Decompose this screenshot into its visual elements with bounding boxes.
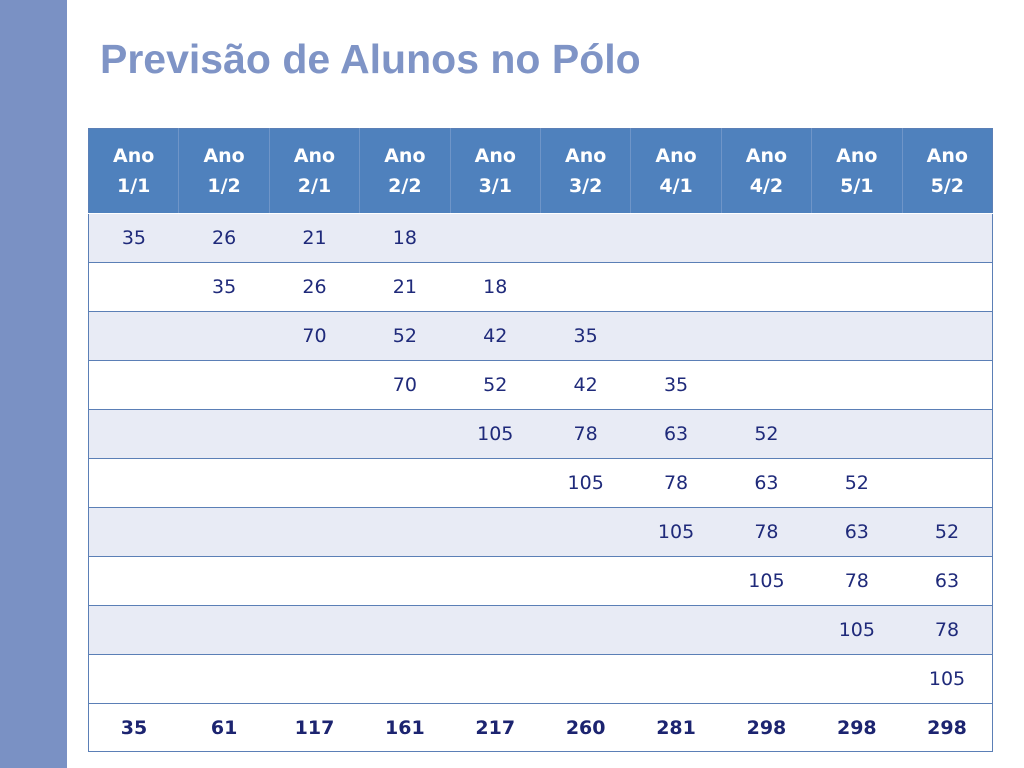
table-row	[89, 459, 993, 508]
column-header-period: 3/1	[478, 175, 512, 197]
table-cell	[450, 606, 540, 655]
totals-row	[89, 704, 993, 752]
column-header-label: Ano	[384, 145, 426, 167]
table-cell	[450, 557, 540, 606]
table-cell	[631, 214, 721, 263]
table-cell: 35	[631, 361, 721, 410]
table-row	[89, 508, 993, 557]
table-row	[89, 361, 993, 410]
total-cell: 217	[450, 704, 540, 752]
table-cell: 70	[360, 361, 450, 410]
total-cell: 260	[540, 704, 630, 752]
table-cell: 78	[540, 410, 630, 459]
table-cell	[360, 557, 450, 606]
column-header	[89, 129, 179, 214]
table-cell	[631, 263, 721, 312]
table-cell: 52	[812, 459, 902, 508]
column-header-label: Ano	[565, 145, 607, 167]
table-cell: 78	[631, 459, 721, 508]
table-cell	[360, 655, 450, 704]
table-cell	[540, 263, 630, 312]
table-cell	[179, 508, 269, 557]
column-header-label: Ano	[836, 145, 878, 167]
column-header-period: 2/1	[297, 175, 332, 197]
table-cell: 70	[269, 312, 359, 361]
table-cell: 105	[812, 606, 902, 655]
table-cell: 52	[360, 312, 450, 361]
column-header	[902, 129, 992, 214]
column-header-label: Ano	[293, 145, 336, 167]
table-cell	[269, 361, 359, 410]
table-cell: 63	[721, 459, 811, 508]
table-cell: 52	[902, 508, 992, 557]
column-header-label: Ano	[745, 145, 788, 167]
table-cell	[179, 459, 269, 508]
table-cell: 105	[902, 655, 992, 704]
column-header-period: 5/2	[930, 175, 964, 197]
table-cell: 18	[360, 214, 450, 263]
table-cell	[721, 361, 811, 410]
table-cell: 78	[902, 606, 992, 655]
column-header-period: 2/2	[388, 175, 422, 197]
total-cell: 298	[902, 704, 992, 752]
table-cell	[450, 508, 540, 557]
table-cell	[89, 655, 179, 704]
table-cell	[631, 655, 721, 704]
column-header-period: 1/2	[207, 175, 241, 197]
table-cell	[269, 508, 359, 557]
table-cell	[721, 655, 811, 704]
column-header	[812, 129, 902, 214]
total-cell: 281	[631, 704, 721, 752]
table-cell	[179, 361, 269, 410]
column-header-period: 1/1	[117, 175, 151, 197]
table-cell	[631, 557, 721, 606]
table-cell	[360, 606, 450, 655]
table-cell	[631, 312, 721, 361]
column-header-label: Ano	[203, 145, 245, 167]
table-cell: 42	[540, 361, 630, 410]
forecast-table	[88, 128, 993, 752]
table-cell: 21	[269, 214, 359, 263]
table-cell	[269, 606, 359, 655]
table-row	[89, 312, 993, 361]
table-cell	[812, 312, 902, 361]
column-header	[179, 129, 269, 214]
table-cell	[360, 459, 450, 508]
table-cell: 26	[269, 263, 359, 312]
slide-title: Previsão de Alunos no Pólo	[100, 36, 641, 82]
table-cell	[902, 312, 992, 361]
table-cell	[269, 557, 359, 606]
table-cell	[89, 312, 179, 361]
table-cell	[269, 410, 359, 459]
table-cell	[540, 606, 630, 655]
table-cell: 35	[540, 312, 630, 361]
table-cell	[269, 655, 359, 704]
table-cell	[902, 214, 992, 263]
table-cell	[902, 459, 992, 508]
table-cell	[89, 606, 179, 655]
table-cell	[631, 606, 721, 655]
table-cell	[540, 655, 630, 704]
table-cell	[902, 410, 992, 459]
table-row	[89, 655, 993, 704]
table-cell: 35	[179, 263, 269, 312]
table-cell	[721, 606, 811, 655]
header-row	[89, 129, 993, 214]
table-cell	[540, 508, 630, 557]
table-cell	[179, 606, 269, 655]
table-row	[89, 557, 993, 606]
column-header-label: Ano	[474, 145, 516, 167]
side-accent-bar	[0, 0, 67, 768]
column-header	[269, 129, 359, 214]
table-cell	[812, 214, 902, 263]
table-cell: 63	[812, 508, 902, 557]
column-header-period: 4/2	[749, 175, 784, 197]
forecast-table-container	[88, 128, 993, 752]
table-row	[89, 214, 993, 263]
total-cell: 298	[812, 704, 902, 752]
total-cell: 117	[269, 704, 359, 752]
column-header-period: 5/1	[840, 175, 874, 197]
table-cell	[179, 410, 269, 459]
table-cell: 105	[540, 459, 630, 508]
table-cell: 105	[721, 557, 811, 606]
table-cell	[902, 361, 992, 410]
table-cell	[89, 508, 179, 557]
table-cell: 105	[450, 410, 540, 459]
table-cell	[450, 655, 540, 704]
table-cell	[179, 557, 269, 606]
table-cell: 52	[450, 361, 540, 410]
table-cell: 35	[89, 214, 179, 263]
table-cell	[179, 312, 269, 361]
table-cell	[360, 508, 450, 557]
table-row	[89, 410, 993, 459]
table-cell: 105	[631, 508, 721, 557]
table-cell	[360, 410, 450, 459]
table-cell	[89, 410, 179, 459]
table-cell: 63	[631, 410, 721, 459]
table-cell	[812, 655, 902, 704]
table-row	[89, 263, 993, 312]
table-body	[89, 214, 993, 752]
column-header-label: Ano	[113, 145, 155, 167]
column-header-label: Ano	[655, 145, 697, 167]
table-cell	[812, 263, 902, 312]
table-cell	[902, 263, 992, 312]
table-cell: 63	[902, 557, 992, 606]
table-cell: 42	[450, 312, 540, 361]
table-cell	[89, 361, 179, 410]
column-header	[540, 129, 630, 214]
table-cell	[450, 214, 540, 263]
table-cell	[89, 263, 179, 312]
table-cell: 78	[721, 508, 811, 557]
table-cell	[721, 312, 811, 361]
table-cell	[269, 459, 359, 508]
table-cell: 78	[812, 557, 902, 606]
table-cell	[540, 214, 630, 263]
column-header	[721, 129, 811, 214]
table-cell: 18	[450, 263, 540, 312]
column-header	[631, 129, 721, 214]
column-header	[450, 129, 540, 214]
table-row	[89, 606, 993, 655]
total-cell: 298	[721, 704, 811, 752]
table-cell	[450, 459, 540, 508]
table-cell	[812, 361, 902, 410]
table-cell	[540, 557, 630, 606]
table-cell	[812, 410, 902, 459]
table-cell	[721, 214, 811, 263]
total-cell: 161	[360, 704, 450, 752]
table-cell	[721, 263, 811, 312]
column-header-period: 4/1	[659, 175, 693, 197]
table-cell: 21	[360, 263, 450, 312]
table-cell: 26	[179, 214, 269, 263]
table-cell	[89, 459, 179, 508]
column-header	[360, 129, 450, 214]
total-cell: 61	[179, 704, 269, 752]
total-cell: 35	[89, 704, 179, 752]
table-cell: 52	[721, 410, 811, 459]
table-cell	[179, 655, 269, 704]
column-header-period: 3/2	[568, 175, 603, 197]
column-header-label: Ano	[926, 145, 968, 167]
table-cell	[89, 557, 179, 606]
